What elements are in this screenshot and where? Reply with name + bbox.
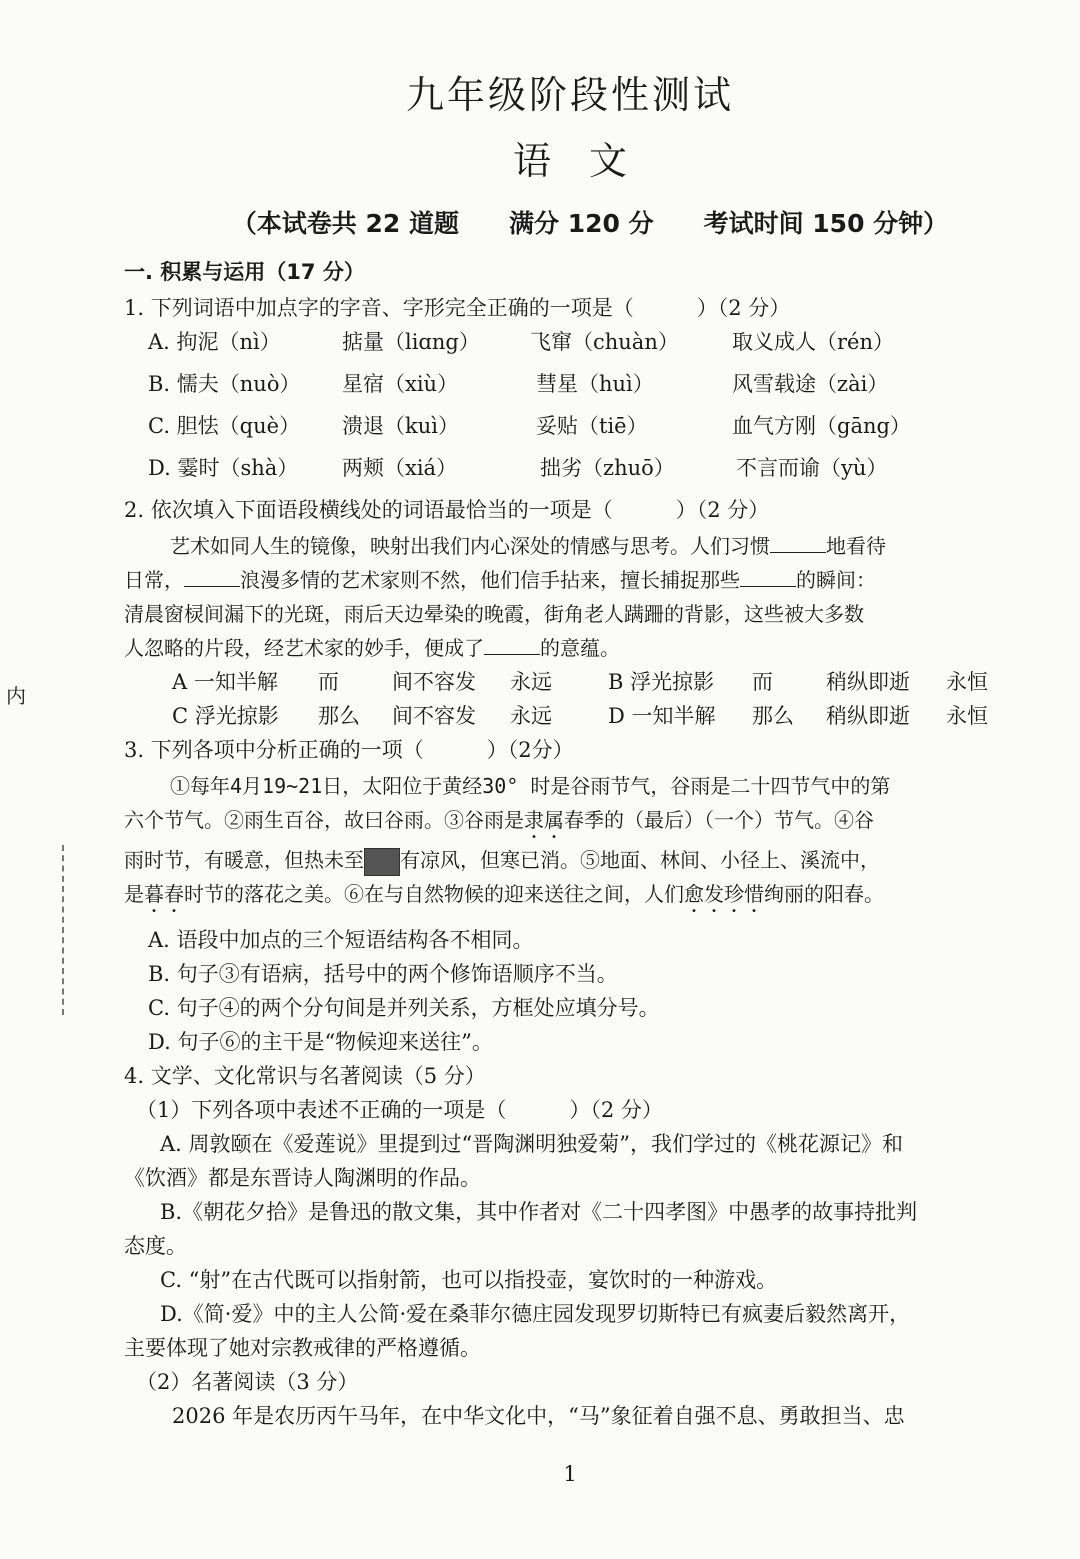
q2-option-a-w2: 而 [318, 670, 339, 694]
answer-box [364, 848, 400, 876]
q2-text: 的瞬间： [796, 568, 876, 592]
q3-text: 雨时节，有暖意，但热未至 [124, 848, 364, 872]
q4-reading-passage: 2026 年是农历丙午马年，在中华文化中，“马”象征着自强不息、勇敢担当、忠 [172, 1404, 905, 1428]
q2-option-a-w4: 永远 [510, 670, 552, 694]
q4-option-c: C. “射”在古代既可以指射箭，也可以指投壶，宴饮时的一种游戏。 [160, 1268, 778, 1292]
exam-title: 九年级阶段性测试 [405, 73, 734, 117]
q2-text: 地看待 [826, 534, 886, 558]
q1-row3-c: 妥贴（tiē） [536, 414, 648, 438]
dotted-phrase: 隶属 [524, 808, 564, 832]
q3-text: 时节的落花之美。⑥在与自然物候的迎来送往之间，人们 [184, 882, 684, 906]
q1-row2-a: B. 懦夫（nuò） [148, 372, 301, 396]
q3-option-b: B. 句子③有语病，括号中的两个修饰语顺序不当。 [148, 962, 618, 986]
q1-row3-b: 溃退（kuì） [342, 414, 459, 438]
page-number: 1 [563, 1462, 577, 1486]
q3-passage-line3 [124, 846, 880, 876]
q3-passage-line2 [124, 806, 874, 843]
q2-text: 的意蕴。 [540, 636, 620, 660]
q2-option-c-w2: 那么 [318, 704, 360, 728]
q3-option-a: A. 语段中加点的三个短语结构各不相同。 [148, 928, 534, 952]
q2-option-d-w4: 永恒 [946, 704, 988, 728]
q3-option-d: D. 句子⑥的主干是“物候迎来送往”。 [148, 1030, 493, 1054]
q1-row1-a: A. 拘泥（nì） [148, 330, 281, 354]
q2-option-c-w1: C 浮光掠影 [172, 704, 279, 728]
q4-option-a-line1: A. 周敦颐在《爱莲说》里提到过“晋陶渊明独爱菊”，我们学过的《桃花源记》和 [160, 1132, 903, 1156]
answer-blank-3 [740, 568, 796, 587]
answer-blank-4 [484, 636, 540, 655]
q3-stem: 3. 下列各项中分析正确的一项（ ）（2分） [124, 738, 574, 762]
q1-stem: 1. 下列词语中加点字的字音、字形完全正确的一项是（ ）（2 分） [124, 296, 791, 320]
q2-stem: 2. 依次填入下面语段横线处的词语最恰当的一项是（ ）（2 分） [124, 498, 770, 522]
q2-option-d-w1: D 一知半解 [608, 704, 716, 728]
q2-text: 人忽略的片段，经艺术家的妙手，便成了 [124, 636, 484, 660]
q1-row4-b: 两颊（xiá） [342, 456, 458, 480]
q4-option-b-line1: B.《朝花夕拾》是鲁迅的散文集，其中作者对《二十四孝图》中愚孝的故事持批判 [160, 1200, 918, 1224]
q2-text: 日常， [124, 568, 184, 592]
binding-dashed-line [62, 845, 66, 1015]
dotted-phrase: 暮春 [144, 882, 184, 906]
q2-option-c-w4: 永远 [510, 704, 552, 728]
q2-passage-line2 [124, 566, 876, 594]
q3-text: 有凉风，但寒已消。⑤地面、林间、小径上、溪流中， [400, 848, 880, 872]
q1-row2-d: 风雪载途（zài） [732, 372, 889, 396]
q4-option-b-line2: 态度。 [124, 1234, 187, 1258]
q1-row2-c: 彗星（huì） [536, 372, 654, 396]
q4-option-d-line1: D.《简·爱》中的主人公简·爱在桑菲尔德庄园发现罗切斯特已有疯妻后毅然离开， [160, 1302, 911, 1326]
q2-option-b-w2: 而 [752, 670, 773, 694]
binding-margin-note: 内 [6, 684, 26, 708]
q3-text: 是 [124, 882, 144, 906]
q1-row1-c: 飞窜（chuàn） [530, 330, 679, 354]
q1-row1-d: 取义成人（rén） [732, 330, 894, 354]
q2-passage-line1 [170, 532, 886, 560]
q2-option-d-w2: 那么 [752, 704, 794, 728]
q3-text: 绚丽的阳春。 [764, 882, 884, 906]
subject-title: 语 文 [512, 139, 627, 183]
q4-sub1: （1）下列各项中表述不正确的一项是（ ）（2 分） [136, 1098, 663, 1122]
q3-text: 春季的（最后）（一个）节气。④谷 [564, 808, 874, 832]
q2-option-b-w1: B 浮光掠影 [608, 670, 715, 694]
q2-text: 浪漫多情的艺术家则不然，他们信手拈来，擅长捕捉那些 [240, 568, 740, 592]
q3-text: 六个节气。②雨生百谷，故曰谷雨。③谷雨是 [124, 808, 524, 832]
q2-passage-line3: 清晨窗棂间漏下的光斑，雨后天边晕染的晚霞，街角老人蹒跚的背影，这些被大多数 [124, 602, 864, 626]
q2-option-c-w3: 间不容发 [392, 704, 476, 728]
q1-row3-a: C. 胆怯（què） [148, 414, 301, 438]
q2-option-a-w1: A 一知半解 [172, 670, 278, 694]
q2-text: 艺术如同人生的镜像，映射出我们内心深处的情感与思考。人们习惯 [170, 534, 770, 558]
q1-row4-c: 拙劣（zhuō） [540, 456, 675, 480]
q3-passage-line1: ①每年4月19~21日，太阳位于黄经30° 时是谷雨节气，谷雨是二十四节气中的第 [170, 774, 891, 798]
exam-info: （本试卷共 22 道题 满分 120 分 考试时间 150 分钟） [231, 209, 949, 238]
q3-option-c: C. 句子④的两个分句间是并列关系，方框处应填分号。 [148, 996, 660, 1020]
q2-option-b-w3: 稍纵即逝 [826, 670, 910, 694]
q2-passage-line4 [124, 634, 620, 662]
q2-option-a-w3: 间不容发 [392, 670, 476, 694]
q2-option-b-w4: 永恒 [946, 670, 988, 694]
q4-sub2: （2）名著阅读（3 分） [136, 1370, 359, 1394]
q1-row1-b: 掂量（liɑng） [342, 330, 480, 354]
q1-row4-a: D. 霎时（shà） [148, 456, 299, 480]
q3-passage-line4 [124, 880, 884, 917]
q1-row2-b: 星宿（xiù） [342, 372, 459, 396]
answer-blank-1 [770, 534, 826, 553]
answer-blank-2 [184, 568, 240, 587]
q4-option-a-line2: 《饮酒》都是东晋诗人陶渊明的作品。 [124, 1166, 481, 1190]
q1-row3-d: 血气方刚（gāng） [732, 414, 911, 438]
q2-option-d-w3: 稍纵即逝 [826, 704, 910, 728]
section-heading: 一. 积累与运用（17 分） [124, 260, 365, 284]
q4-stem: 4. 文学、文化常识与名著阅读（5 分） [124, 1064, 486, 1088]
dotted-phrase: 愈发珍惜 [684, 882, 764, 906]
q1-row4-d: 不言而谕（yù） [736, 456, 888, 480]
q4-option-d-line2: 主要体现了她对宗教戒律的严格遵循。 [124, 1336, 481, 1360]
